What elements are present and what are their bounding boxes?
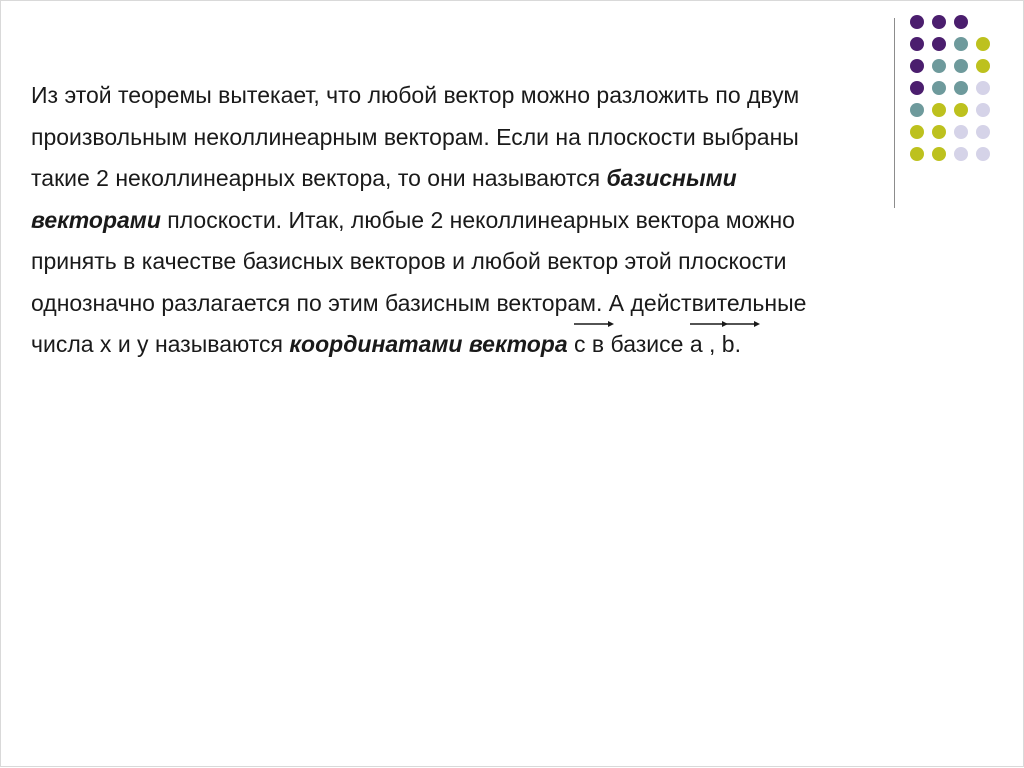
- decorative-dot: [954, 59, 968, 73]
- text-line-4: [31, 200, 991, 242]
- vector-a: [690, 324, 703, 366]
- text-line-4-plain: плоскости. Итак, любые 2 неколлинеарных вектора можно: [160, 206, 795, 233]
- vector-c-label: с: [574, 331, 586, 357]
- term-vector-coordinates: координатами вектора: [289, 331, 568, 357]
- text-line-3-plain: такие 2 неколлинеарных вектора, то они называются: [31, 165, 607, 191]
- decorative-dot: [976, 59, 990, 73]
- text-line-1: Из этой теоремы вытекает, что любой вектор можно разложить по двум: [31, 82, 800, 108]
- decorative-dot: [932, 15, 946, 29]
- decorative-dot: [976, 37, 990, 51]
- term-basis: базисными: [606, 165, 737, 191]
- text-line-7-plain: числа x и y называются: [31, 331, 290, 357]
- text-line-2: произвольным неколлинеарным векторам. Если на плоскости выбраны: [31, 123, 799, 150]
- vector-arrow-icon: [722, 321, 760, 331]
- term-vectors: векторами: [31, 206, 161, 233]
- vector-c: [574, 324, 586, 366]
- text-line-3: [31, 158, 991, 200]
- decorative-dot: [910, 59, 924, 73]
- vector-b-label: b: [721, 331, 735, 357]
- comma: ,: [702, 331, 722, 357]
- decorative-dot: [910, 37, 924, 51]
- text-line-6: однозначно разлагается по этим базисным векторам. А действительные: [31, 289, 807, 316]
- decorative-dot: [932, 59, 946, 73]
- decorative-dot: [954, 15, 968, 29]
- text-line-7-basis: в базисе: [585, 331, 690, 357]
- decorative-dot: [910, 15, 924, 29]
- decorative-dot: [932, 37, 946, 51]
- decorative-dot: [954, 37, 968, 51]
- vector-arrow-icon: [574, 321, 614, 331]
- vector-b: [722, 324, 735, 366]
- slide-body-text: [31, 75, 991, 366]
- text-line-5: принять в качестве базисных векторов и любой вектор этой плоскости: [31, 248, 787, 274]
- text-line-7: [31, 324, 991, 366]
- period: .: [734, 331, 741, 357]
- vector-a-label: a: [689, 331, 703, 357]
